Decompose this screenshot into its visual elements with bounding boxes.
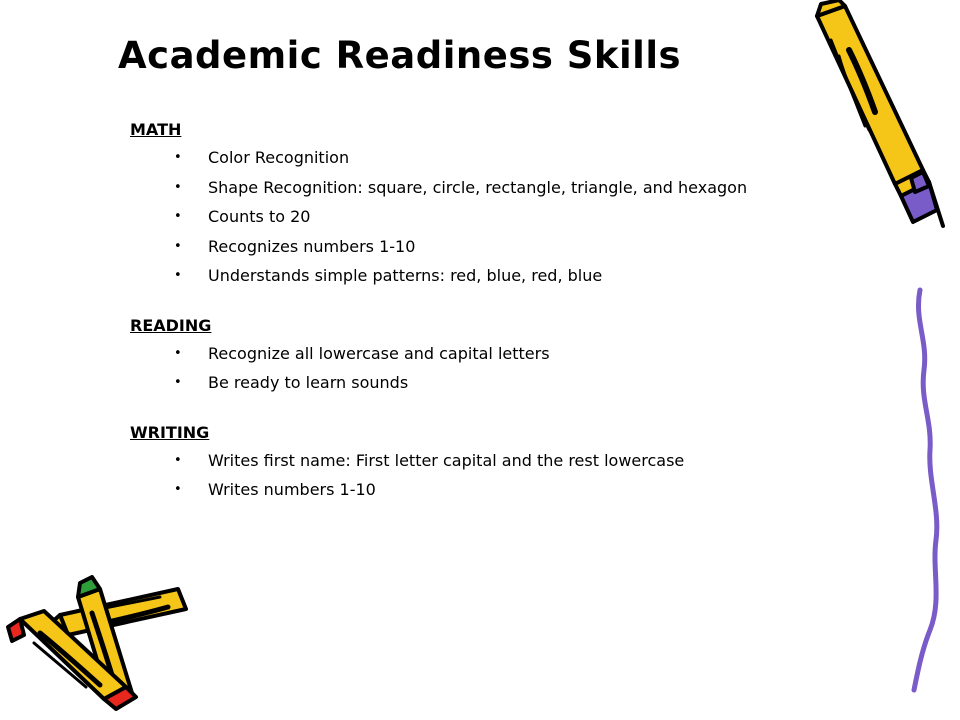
crossed-pencils-icon: [0, 575, 200, 720]
bullet-icon: •: [174, 268, 182, 283]
section-heading-writing: WRITING: [130, 422, 210, 442]
list-item: • Writes numbers 1-10: [130, 475, 890, 505]
section-heading-reading: READING: [130, 315, 212, 335]
list-item: • Writes first name: First letter capital and the rest lowercase: [130, 446, 890, 476]
bullet-icon: •: [174, 482, 182, 497]
section-writing: [130, 420, 890, 505]
reading-list: [130, 339, 890, 398]
bullet-icon: •: [174, 179, 182, 195]
list-item: • Recognizes numbers 1-10: [130, 232, 890, 262]
section-reading: [130, 313, 890, 398]
list-item: • Counts to 20: [130, 202, 890, 232]
bullet-icon: •: [174, 209, 182, 224]
list-item: • Shape Recognition: square, circle, rectangle, triangle, and hexagon: [130, 173, 890, 203]
list-item: • Color Recognition: [130, 143, 890, 173]
bullet-icon: •: [174, 375, 182, 390]
slide-content: [130, 117, 890, 527]
bullet-icon: •: [174, 452, 182, 468]
bullet-icon: •: [174, 238, 182, 254]
section-math: [130, 117, 890, 291]
bullet-icon: •: [174, 345, 182, 361]
list-item: • Be ready to learn sounds: [130, 368, 890, 398]
squiggle-line-icon: [880, 0, 960, 720]
list-item: • Recognize all lowercase and capital letters: [130, 339, 890, 369]
section-heading-math: MATH: [130, 120, 182, 139]
bullet-icon: •: [174, 150, 182, 165]
slide-title: Academic Readiness Skills: [118, 34, 682, 77]
writing-list: [130, 446, 890, 505]
list-item: • Understands simple patterns: red, blue, red, blue: [130, 261, 890, 291]
math-list: [130, 143, 890, 291]
